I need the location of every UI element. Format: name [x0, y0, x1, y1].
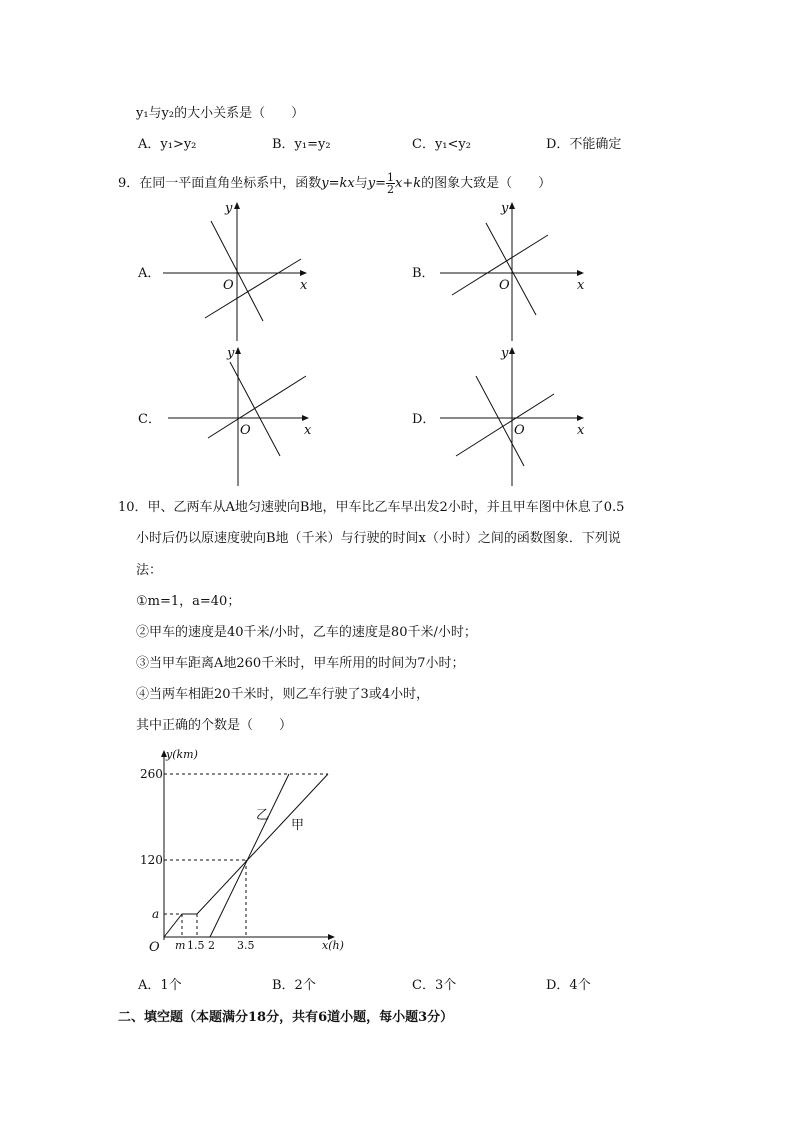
y-tick-260: 260: [140, 767, 163, 781]
line-label-jia: 甲: [291, 818, 305, 833]
q10-statement-2: ②甲车的速度是40千米/小时，乙车的速度是80千米/小时；: [136, 625, 477, 640]
origin-label: O: [223, 278, 234, 293]
q9-graph-a: [155, 195, 315, 345]
y-tick-a: a: [152, 907, 160, 921]
q9-graph-d-label: D．: [412, 412, 436, 427]
origin-label: O: [514, 423, 525, 438]
q8-option-d: D．不能确定: [546, 137, 622, 152]
q9-stem: [118, 172, 551, 195]
line-yi: [210, 774, 289, 937]
origin-label: O: [499, 278, 510, 293]
q8-stem: y₁与y₂的大小关系是（ ）: [136, 106, 305, 121]
q10-option-c: C．3个: [412, 978, 457, 993]
y-axis-arrow-icon: [509, 347, 515, 354]
q9-frac-num: 1: [387, 171, 394, 184]
q8-option-b: B．y₁=y₂: [272, 137, 331, 152]
line-jia: [164, 774, 328, 937]
x-axis-label: x(h): [322, 939, 344, 952]
q9-stem-part1: 9．在同一平面直角坐标系中，函数: [118, 176, 322, 191]
q10-distance-time-graph: [140, 745, 360, 960]
x-axis-label: x: [577, 278, 585, 293]
x-axis-label: x: [300, 278, 308, 293]
q10-option-d: D．4个: [546, 978, 591, 993]
q10-option-a: A．1个: [138, 978, 182, 993]
y-axis-label: y: [227, 346, 235, 361]
q8-option-a: A．y₁>y₂: [138, 137, 197, 152]
q10-option-b: B．2个: [272, 978, 316, 993]
section-2-heading: 二、填空题（本题满分18分，共有6道小题，每小题3分）: [118, 1010, 454, 1025]
q9-fn2-suffix: x+k: [395, 176, 422, 191]
line-label-yi: 乙: [256, 808, 270, 823]
q9-graph-b-label: B．: [412, 266, 435, 281]
origin-label: O: [240, 423, 251, 438]
q10-statement-4: ④当两车相距20千米时，则乙车行驶了3或4小时，: [136, 687, 430, 702]
q10-statement-3: ③当甲车距离A地260千米时，甲车所用的时间为7小时；: [136, 656, 465, 671]
x-axis-label: x: [304, 423, 312, 438]
q10-question: 其中正确的个数是（ ）: [136, 718, 293, 733]
y-tick-120: 120: [140, 853, 163, 867]
y-axis-label: y: [501, 201, 509, 216]
line-positive-slope: [456, 394, 554, 456]
q9-graph-d: [432, 340, 592, 490]
q9-graph-c: [160, 340, 320, 490]
y-axis-arrow-icon: [235, 347, 241, 354]
q10-stem-line2: 小时后仍以原速度驶向B地（千米）与行驶的时间x（小时）之间的函数图象．下列说: [136, 531, 621, 546]
y-axis-arrow-icon: [234, 202, 240, 209]
q8-option-c: C．y₁<y₂: [412, 137, 471, 152]
line-positive-slope: [205, 259, 301, 318]
line-positive-slope: [208, 376, 306, 438]
q9-graph-a-label: A．: [138, 266, 161, 281]
y-axis-arrow-icon: [509, 202, 515, 209]
x-tick-3-5: 3.5: [237, 939, 255, 952]
q10-stem-line3: 法：: [136, 563, 163, 578]
line-negative-slope: [476, 376, 524, 466]
q9-connector: 与: [354, 176, 368, 191]
x-tick-2: 2: [208, 939, 215, 952]
y-axis-label: y(km): [166, 748, 198, 761]
x-tick-1-5: 1.5: [187, 939, 205, 952]
q9-fraction: [386, 172, 395, 195]
y-axis-label: y: [501, 346, 509, 361]
x-axis-label: x: [577, 423, 585, 438]
x-axis-arrow-icon: [300, 270, 307, 276]
q9-frac-den: 2: [387, 183, 394, 196]
x-axis-arrow-icon: [577, 270, 584, 276]
y-axis-label: y: [225, 201, 233, 216]
q9-fn2-prefix: y=: [367, 176, 386, 191]
q10-statement-1: ①m=1，a=40；: [136, 594, 241, 609]
x-tick-m: m: [175, 939, 186, 952]
q9-graph-b: [432, 195, 592, 345]
q9-stem-part2: 的图象大致是（ ）: [421, 176, 552, 191]
q9-fn1: y=kx: [321, 176, 355, 191]
x-axis-arrow-icon: [577, 415, 584, 421]
q9-graph-c-label: C．: [138, 412, 161, 427]
origin-label: O: [149, 940, 160, 955]
q10-stem-line1: 10．甲、乙两车从A地匀速驶向B地，甲车比乙车早出发2小时，并且甲车图中休息了0.5: [118, 500, 625, 515]
x-axis-arrow-icon: [302, 415, 309, 421]
